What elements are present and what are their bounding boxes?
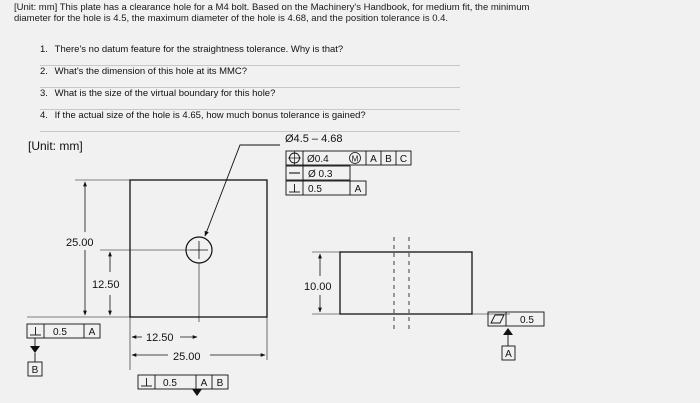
left-fcf-datum: A xyxy=(88,327,96,338)
datum-b-label: B xyxy=(31,365,39,376)
height-dimension: 25.00 xyxy=(66,237,94,249)
perpendicularity-fcf xyxy=(286,181,366,195)
bottom-fcf-tolerance: 0.5 xyxy=(163,378,177,389)
question-number: 3. xyxy=(40,88,48,99)
width-dimension: 25.00 xyxy=(173,351,201,363)
flatness-tolerance: 0.5 xyxy=(520,315,534,326)
question-text: What's the dimension of this hole at its MMC? xyxy=(54,66,248,77)
question-text: If the actual size of the hole is 4.65, how much bonus tolerance is gained? xyxy=(54,110,366,121)
straightness-fcf xyxy=(286,166,350,180)
mmc-modifier: M xyxy=(351,154,359,164)
unit-label: [Unit: mm] xyxy=(28,139,83,153)
datum-ref-b: B xyxy=(385,154,392,165)
thickness-dimension: 10.00 xyxy=(304,281,332,293)
question-text: There's no datum feature for the straightness tolerance. Why is that? xyxy=(54,44,344,55)
problem-statement: [Unit: mm] This plate has a clearance hole for a M4 bolt. Based on the Machinery's Handbook, for medium fit, the minimum diameter for the hole is 4.5, the maximum diameter of the hole is 4.68, and the position tolerance is 0.4. xyxy=(14,2,530,24)
position-fcf xyxy=(286,151,411,165)
hole-y-dimension: 12.50 xyxy=(92,279,120,291)
perpendicularity-datum: A xyxy=(354,184,362,195)
datum-a-symbol xyxy=(502,328,515,360)
hole-x-dimension: 12.50 xyxy=(146,332,174,344)
plate-front-view xyxy=(130,180,267,317)
datum-b-symbol xyxy=(28,338,42,376)
left-perpendicularity-fcf xyxy=(27,324,100,338)
datum-ref-c: C xyxy=(399,154,408,165)
left-fcf-tolerance: 0.5 xyxy=(53,327,67,338)
plate-side-view xyxy=(340,252,472,314)
question-text: What is the size of the virtual boundary for this hole? xyxy=(54,88,276,99)
position-tolerance: Ø0.4 xyxy=(307,154,329,165)
hole-leader xyxy=(205,145,280,236)
datum-ref-a: A xyxy=(370,154,377,165)
hidden-lines xyxy=(394,237,409,330)
question-number: 2. xyxy=(40,66,48,77)
datum-a-label: A xyxy=(505,349,512,360)
question-number: 4. xyxy=(40,110,48,121)
bottom-perpendicularity-fcf xyxy=(138,375,228,396)
hole-size-label: Ø4.5 – 4.68 xyxy=(285,133,343,145)
bottom-fcf-datum-b: B xyxy=(216,378,224,389)
perpendicularity-tolerance: 0.5 xyxy=(308,184,322,195)
question-number: 1. xyxy=(40,44,48,55)
bottom-fcf-datum-a: A xyxy=(200,378,208,389)
straightness-tolerance: Ø 0.3 xyxy=(308,169,333,180)
